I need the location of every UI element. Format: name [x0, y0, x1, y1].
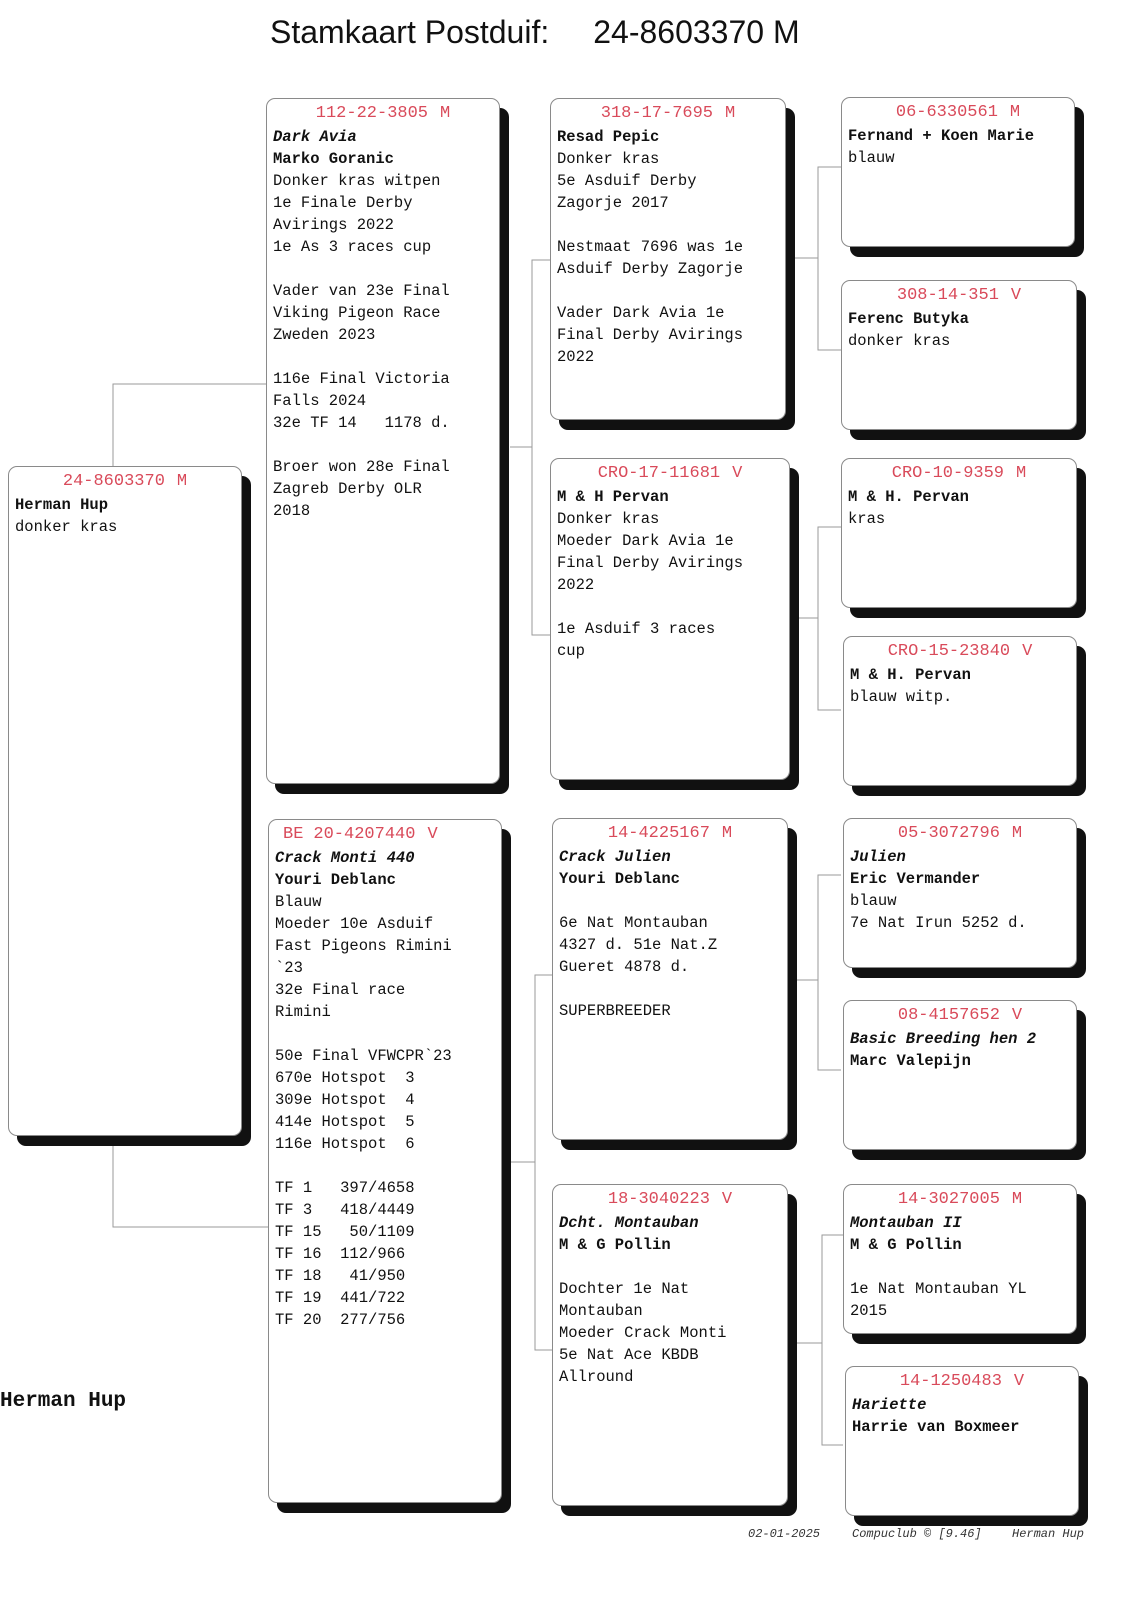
note-line: Dochter 1e Nat — [559, 1280, 690, 1298]
note-line: 6e Nat Montauban — [559, 914, 708, 932]
ring-number: 318-17-7695 M — [600, 104, 736, 123]
note-line — [850, 1256, 1070, 1278]
ring-number: 14-1250483 V — [899, 1372, 1025, 1391]
note-line: 2015 — [850, 1302, 888, 1320]
title-label: Stamkaart Postduif: — [270, 14, 550, 50]
note-line: cup — [557, 642, 585, 660]
note-line — [273, 434, 493, 456]
note-line: donker kras — [15, 518, 118, 536]
ring-number: 24-8603370 M — [62, 472, 188, 491]
note-line: 2022 — [557, 576, 595, 594]
note-line: `23 — [275, 959, 303, 977]
breeder-name: M & H. Pervan — [850, 666, 971, 684]
pigeon-name: Hariette — [852, 1396, 927, 1414]
breeder-name: Eric Vermander — [850, 870, 981, 888]
note-line: 4327 d. 51e Nat.Z — [559, 936, 718, 954]
ring-number: CRO-15-23840 V — [887, 642, 1033, 661]
ring-number: 05-3072796 M — [897, 824, 1023, 843]
sire-dam-sire-card — [841, 458, 1077, 608]
note-line: TF 18 41/950 — [275, 1267, 406, 1285]
note-line: blauw witp. — [850, 688, 953, 706]
pigeon-name: Dcht. Montauban — [559, 1214, 699, 1232]
ring-number: 14-4225167 M — [607, 824, 733, 843]
note-line: Rimini — [275, 1003, 331, 1021]
note-line: 7e Nat Irun 5252 d. — [850, 914, 1027, 932]
note-line: Asduif Derby Zagorje — [557, 260, 744, 278]
note-line: 5e Nat Ace KBDB — [559, 1346, 699, 1364]
note-line: TF 20 277/756 — [275, 1311, 406, 1329]
pigeon-name: Basic Breeding hen 2 — [850, 1030, 1037, 1048]
note-line: Falls 2024 — [273, 392, 367, 410]
note-line: 1e As 3 races cup — [273, 238, 432, 256]
ring-number: 18-3040223 V — [607, 1190, 733, 1209]
note-line: 116e Final Victoria — [273, 370, 450, 388]
note-line: TF 15 50/1109 — [275, 1223, 415, 1241]
ring-number: CRO-17-11681 V — [597, 464, 743, 483]
note-line: 1e Nat Montauban YL — [850, 1280, 1027, 1298]
note-line: Vader Dark Avia 1e — [557, 304, 725, 322]
footer-software: Compuclub © [9.46] — [852, 1527, 982, 1541]
dam-dam-card — [552, 1184, 788, 1506]
dam-sire-dam-card — [843, 1000, 1077, 1150]
sire-card — [266, 98, 500, 784]
note-line: Viking Pigeon Race — [273, 304, 441, 322]
note-line: SUPERBREEDER — [559, 1002, 671, 1020]
note-line: Zagreb Derby OLR — [273, 480, 422, 498]
note-line: Final Derby Avirings — [557, 326, 744, 344]
note-line: kras — [848, 510, 886, 528]
note-line: donker kras — [848, 332, 951, 350]
note-line: 2018 — [273, 502, 311, 520]
pigeon-name: Crack Monti 440 — [275, 849, 415, 867]
note-line: 1e Asduif 3 races — [557, 620, 716, 638]
pigeon-name: Dark Avia — [273, 128, 357, 146]
dam-sire-card — [552, 818, 788, 1140]
breeder-name: Harrie van Boxmeer — [852, 1418, 1020, 1436]
footer-date: 02-01-2025 — [748, 1527, 821, 1541]
dam-dam-dam-card — [845, 1366, 1079, 1516]
note-line: Blauw — [275, 893, 322, 911]
breeder-name: Youri Deblanc — [275, 871, 396, 889]
note-line: TF 19 441/722 — [275, 1289, 406, 1307]
note-line: Fast Pigeons Rimini — [275, 937, 452, 955]
note-line: Moeder 10e Asduif — [275, 915, 434, 933]
note-line: Moeder Crack Monti — [559, 1324, 727, 1342]
breeder-name: Herman Hup — [15, 496, 109, 514]
breeder-name: M & H Pervan — [557, 488, 669, 506]
breeder-name: Resad Pepic — [557, 128, 660, 146]
breeder-name: M & G Pollin — [559, 1236, 671, 1254]
owner-name: Herman Hup — [0, 1390, 127, 1413]
ring-number: 308-14-351 V — [896, 286, 1022, 305]
breeder-name: Youri Deblanc — [559, 870, 680, 888]
note-line — [273, 258, 493, 280]
note-line: 2022 — [557, 348, 595, 366]
note-line: TF 1 397/4658 — [275, 1179, 415, 1197]
note-line: 414e Hotspot 5 — [275, 1113, 415, 1131]
note-line — [557, 596, 783, 618]
note-line: 670e Hotspot 3 — [275, 1069, 415, 1087]
breeder-name: Ferenc Butyka — [848, 310, 969, 328]
note-line — [559, 978, 781, 1000]
dam-card — [268, 819, 502, 1503]
sire-sire-sire-card — [841, 97, 1075, 247]
pigeon-name: Crack Julien — [559, 848, 671, 866]
ring-number: CRO-10-9359 M — [891, 464, 1027, 483]
note-line: Donker kras — [557, 510, 660, 528]
footer-user: Herman Hup — [1012, 1527, 1085, 1541]
pigeon-name: Julien — [850, 848, 906, 866]
breeder-name: Marko Goranic — [273, 150, 394, 168]
note-line: 309e Hotspot 4 — [275, 1091, 415, 1109]
note-line — [557, 280, 779, 302]
note-line: Montauban — [559, 1302, 643, 1320]
note-line: Nestmaat 7696 was 1e — [557, 238, 744, 256]
note-line: Moeder Dark Avia 1e — [557, 532, 734, 550]
note-line: blauw — [850, 892, 897, 910]
breeder-name: Fernand + Koen Marie — [848, 127, 1035, 145]
ring-number: BE 20-4207440 V — [283, 825, 438, 844]
note-line — [275, 1155, 495, 1177]
ring-number: 08-4157652 V — [897, 1006, 1023, 1025]
note-line: Donker kras — [557, 150, 660, 168]
sire-sire-dam-card — [841, 280, 1077, 430]
note-line — [275, 1023, 495, 1045]
sire-dam-card — [550, 458, 790, 780]
note-line — [273, 346, 493, 368]
note-line: 116e Hotspot 6 — [275, 1135, 415, 1153]
breeder-name: Marc Valepijn — [850, 1052, 971, 1070]
dam-dam-sire-card — [843, 1184, 1077, 1334]
sire-dam-dam-card — [843, 636, 1077, 786]
note-line: TF 16 112/966 — [275, 1245, 406, 1263]
note-line: Allround — [559, 1368, 634, 1386]
note-line: Vader van 23e Final — [273, 282, 450, 300]
main-bird-card — [8, 466, 242, 1136]
breeder-name: M & G Pollin — [850, 1236, 962, 1254]
note-line: Donker kras witpen — [273, 172, 441, 190]
note-line: Gueret 4878 d. — [559, 958, 690, 976]
note-line: Avirings 2022 — [273, 216, 394, 234]
note-line — [559, 1256, 781, 1278]
note-line: Broer won 28e Final — [273, 458, 450, 476]
note-line: Final Derby Avirings — [557, 554, 744, 572]
note-line: 50e Final VFWCPR`23 — [275, 1047, 452, 1065]
ring-number: 14-3027005 M — [897, 1190, 1023, 1209]
title-ring: 24-8603370 M — [593, 14, 800, 50]
sire-sire-card — [550, 98, 786, 420]
note-line: 32e Final race — [275, 981, 406, 999]
note-line — [557, 214, 779, 236]
note-line: Zagorje 2017 — [557, 194, 669, 212]
breeder-name: M & H. Pervan — [848, 488, 969, 506]
dam-sire-sire-card — [843, 818, 1077, 968]
pigeon-name: Montauban II — [850, 1214, 962, 1232]
ring-number: 112-22-3805 M — [315, 104, 451, 123]
note-line: 32e TF 14 1178 d. — [273, 414, 450, 432]
ring-number: 06-6330561 M — [895, 103, 1021, 122]
note-line: TF 3 418/4449 — [275, 1201, 415, 1219]
note-line: 5e Asduif Derby — [557, 172, 697, 190]
note-line — [559, 890, 781, 912]
note-line: blauw — [848, 149, 895, 167]
note-line: 1e Finale Derby — [273, 194, 413, 212]
note-line: Zweden 2023 — [273, 326, 376, 344]
